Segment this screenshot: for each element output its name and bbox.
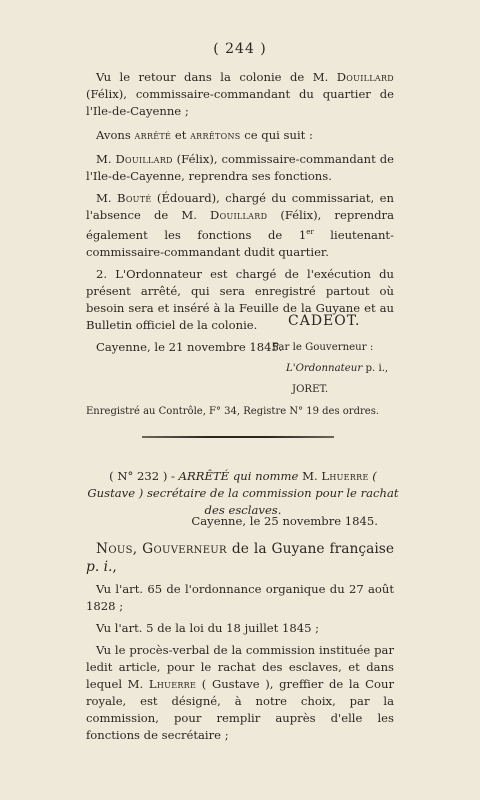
signature-governor: CADEOT.: [288, 313, 361, 329]
paragraph-douillard: M. Douillard (Félix), commissaire-commandant de l'Ile-de-Cayenne, reprendra ses fonctions.: [86, 152, 394, 183]
date-line: Cayenne, le 21 novembre 1845.: [96, 339, 283, 354]
paragraph-boute: M. Bouté (Édouard), chargé du commissariat, en l'absence de M. Douillard (Félix), reprendra également les fonctions de 1er lieutenant-commissaire-commandant dudit quartier.: [86, 191, 394, 259]
person-name: Bouté: [117, 191, 152, 205]
par-le-gouverneur: Par le Gouverneur :: [272, 342, 374, 353]
arrete-title: ARRÊTÉ: [178, 469, 230, 483]
date-line-2: Cayenne, le 25 novembre 1845.: [191, 514, 378, 528]
nous-gouverneur: Nous, Gouverneur de la Guyane française p. i.,: [86, 541, 394, 575]
paragraph-vu-retour: Vu le retour dans la colonie de M. Douillard (Félix), commissaire-commandant du quartier de l'Ile-de-Cayenne ;: [86, 70, 394, 118]
registration-note: Enregistré au Contrôle, F° 34, Registre N° 19 des ordres.: [86, 406, 379, 417]
person-name: Lhuerre: [321, 469, 369, 483]
person-name: Lhuerre: [148, 677, 197, 691]
person-name: Douillard: [336, 70, 394, 84]
arrete-body-2: [86, 540, 394, 744]
section-divider: [142, 436, 334, 438]
paragraph-ordonnateur: 2. L'Ordonnateur est chargé de l'exécution du présent arrêté, qui sera enregistré partout où besoin sera et inséré à la Feuille de la Guyane et au Bulletin officiel de la colonie.: [86, 266, 394, 332]
paragraph-vu-art-5: Vu l'art. 5 de la loi du 18 juillet 1845 ;: [96, 621, 320, 635]
paragraph-vu-art-65: Vu l'art. 65 de l'ordonnance organique du 27 août 1828 ;: [86, 582, 394, 613]
page-number: ( 244 ): [213, 41, 267, 57]
person-name: Douillard: [115, 152, 173, 166]
paragraph-avons-arrete: Avons arrêté et arrêtons ce qui suit :: [96, 128, 313, 142]
ordonnateur-line: L'Ordonnateur p. i.,: [286, 363, 389, 374]
paragraph-vu-proces-verbal: Vu le procès-verbal de la commission instituée par ledit article, pour le rachat des esclaves, et dans lequel M. Lhuerre ( Gustave ), greffier de la Cour royale, est désigné, à notre choix, par la commission, pour remplir auprès d'elle les fonctions de secrétaire ;: [86, 643, 394, 742]
signature-joret: JORET.: [292, 384, 329, 395]
arrete-heading: ( N° 232 ) - ARRÊTÉ qui nomme M. Lhuerre ( Gustave ) secrétaire de la commission pour le rachat des esclaves.: [87, 469, 399, 517]
person-name: Douillard: [209, 208, 268, 222]
